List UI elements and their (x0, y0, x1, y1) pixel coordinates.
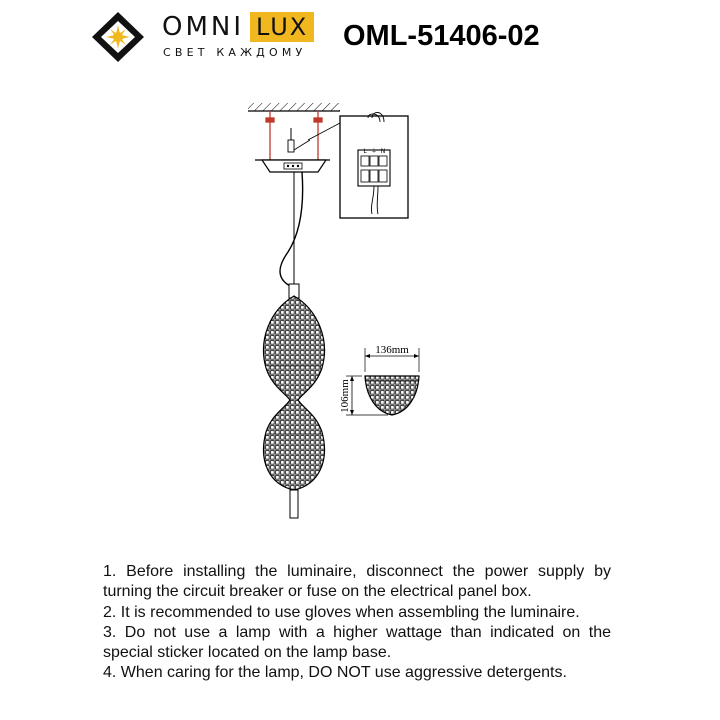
brand-name (162, 12, 314, 42)
header (0, 0, 720, 80)
ceiling (248, 103, 340, 111)
mounting-screws (266, 111, 322, 160)
pendant-lamp-body (255, 284, 335, 518)
terminal-label-earth: ⏚ (370, 148, 378, 155)
brand-tagline: СВЕТ КАЖДОМУ (163, 46, 307, 59)
instruction-item: 4. When caring for the lamp, DO NOT use aggressive detergents. (103, 664, 567, 682)
shade-width-label: 136mm (375, 344, 409, 356)
instruction-item: 3. Do not use a lamp with a higher wattage than indicated on the special sticker located on the lamp base. (103, 623, 611, 662)
terminal-label-n: N (380, 148, 386, 155)
brand-lux-badge: LUX (250, 12, 314, 42)
omnilux-logo-icon (90, 8, 160, 66)
safety-instructions (103, 562, 611, 684)
instruction-item: 1. Before installing the luminaire, disconnect the power supply by turning the circuit breaker or fuse on the electrical panel box. (103, 563, 611, 601)
terminal-label-l: L (363, 148, 367, 155)
terminal-block-detail (340, 112, 408, 218)
installation-diagram (0, 90, 720, 540)
suspension-cable (280, 172, 303, 286)
model-number: OML-51406-02 (343, 20, 540, 52)
instruction-item: 2. It is recommended to use gloves when assembling the luminaire. (103, 603, 580, 621)
brand-omni: OMNI (162, 12, 245, 42)
shade-dimension-detail (339, 344, 424, 418)
shade-height-label: 106mm (339, 379, 351, 413)
